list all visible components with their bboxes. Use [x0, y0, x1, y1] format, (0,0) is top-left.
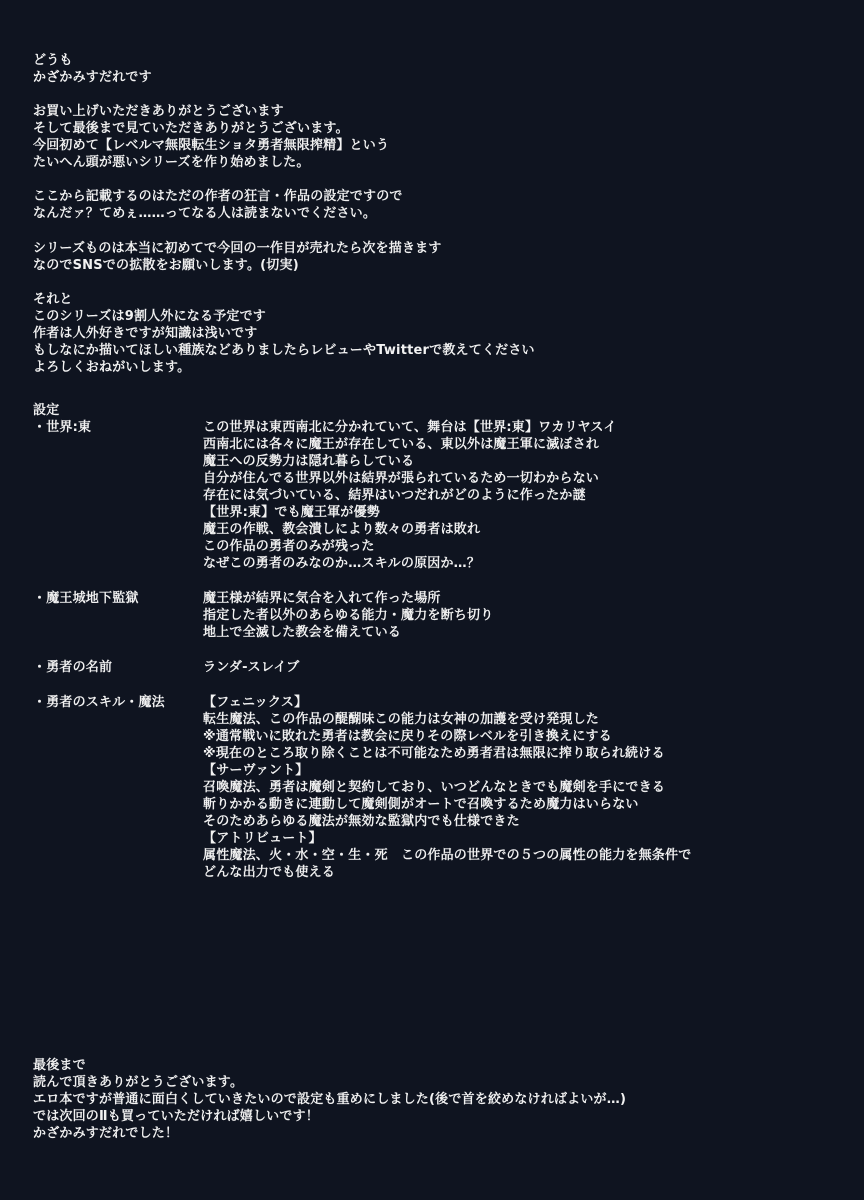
- intro-line: 作者は人外好きですが知識は浅いです: [33, 326, 258, 341]
- intro-line: それと: [33, 292, 73, 307]
- intro-line: シリーズものは本当に初めてで今回の一作目が売れたら次を描きます: [33, 241, 442, 256]
- world-line: 魔王の作戦、教会潰しにより数々の勇者は敗れ: [203, 522, 481, 537]
- intro-line: もしなにか描いてほしい種族などありましたらレビューやTwitterで教えてください: [33, 343, 535, 358]
- hero-name-value: ランダ-スレイブ: [203, 660, 300, 675]
- world-label: ・世界:東: [33, 420, 92, 435]
- intro-line: ここから記載するのはただの作者の狂言・作品の設定ですので: [33, 189, 403, 204]
- intro-line: 今回初めて【レベルマ無限転生ショタ勇者無限搾精】という: [33, 138, 390, 153]
- skills-line: 【サーヴァント】: [203, 763, 309, 778]
- outro-line: では次回のⅡも買っていただければ嬉しいです！: [33, 1109, 319, 1124]
- intro-line: そして最後まで見ていただきありがとうございます。: [33, 121, 349, 136]
- skills-line: 転生魔法、この作品の醍醐味この能力は女神の加護を受け発現した: [203, 712, 600, 727]
- intro-line: このシリーズは9割人外になる予定です: [33, 309, 266, 324]
- world-line: 自分が住んでる世界以外は結界が張られているため一切わからない: [203, 471, 600, 486]
- intro-line: たいへん頭が悪いシリーズを作り始めました。: [33, 155, 310, 170]
- hero-name-label: ・勇者の名前: [33, 660, 113, 675]
- world-line: この作品の勇者のみが残った: [203, 539, 375, 554]
- skills-line: 属性魔法、火・水・空・生・死 この作品の世界での５つの属性の能力を無条件で: [203, 848, 692, 863]
- skills-line: ※現在のところ取り除くことは不可能なため勇者君は無限に搾り取られ続ける: [203, 746, 665, 761]
- skills-line: 斬りかかる動きに連動して魔剣側がオートで召喚するため魔力はいらない: [203, 797, 639, 812]
- skills-line: そのためあらゆる魔法が無効な監獄内でも仕様できた: [203, 814, 520, 829]
- skills-label: ・勇者のスキル・魔法: [33, 695, 165, 710]
- dungeon-line: 地上で全滅した教会を備えている: [203, 625, 402, 640]
- intro-line: どうも: [33, 53, 73, 68]
- world-line: 魔王への反勢力は隠れ暮らしている: [203, 454, 415, 469]
- intro-line: よろしくおねがいします。: [33, 360, 191, 375]
- skills-line: どんな出力でも使える: [203, 865, 336, 880]
- intro-line: かざかみすだれです: [33, 70, 152, 85]
- dungeon-line: 魔王様が結界に気合を入れて作った場所: [203, 591, 441, 606]
- dungeon-label: ・魔王城地下監獄: [33, 591, 139, 606]
- intro-line: お買い上げいただきありがとうございます: [33, 104, 284, 119]
- skills-line: 【フェニックス】: [203, 695, 308, 710]
- dungeon-line: 指定した者以外のあらゆる能力・魔力を断ち切り: [203, 608, 494, 623]
- world-line: 存在には気づいている、結界はいつだれがどのように作ったか謎: [203, 488, 586, 503]
- world-line: この世界は東西南北に分かれていて、舞台は【世界:東】ワカリヤスイ: [203, 420, 617, 435]
- outro-line: 最後まで: [33, 1058, 86, 1073]
- skills-line: ※通常戦いに敗れた勇者は教会に戻りその際レベルを引き換えにする: [203, 729, 612, 744]
- skills-line: 【アトリビュート】: [203, 831, 322, 846]
- outro-line: かざかみすだれでした！: [33, 1126, 179, 1141]
- intro-line: なのでSNSでの拡散をお願いします。(切実): [33, 258, 299, 273]
- world-line: 【世界:東】でも魔王軍が優勢: [203, 505, 380, 520]
- settings-heading: 設定: [33, 403, 60, 418]
- world-line: 西南北には各々に魔王が存在している、東以外は魔王軍に滅ぼされ: [203, 437, 600, 452]
- world-line: なぜこの勇者のみなのか…スキルの原因か…？: [203, 556, 481, 571]
- skills-line: 召喚魔法、勇者は魔剣と契約しており、いつどんなときでも魔剣を手にできる: [203, 780, 666, 795]
- outro-line: 読んで頂きありがとうございます。: [33, 1075, 244, 1090]
- outro-line: エロ本ですが普通に面白くしていきたいので設定も重めにしました(後で首を絞めなければよいが…): [33, 1092, 627, 1107]
- intro-line: なんだァ？てめぇ……ってなる人は読まないでください。: [33, 206, 377, 221]
